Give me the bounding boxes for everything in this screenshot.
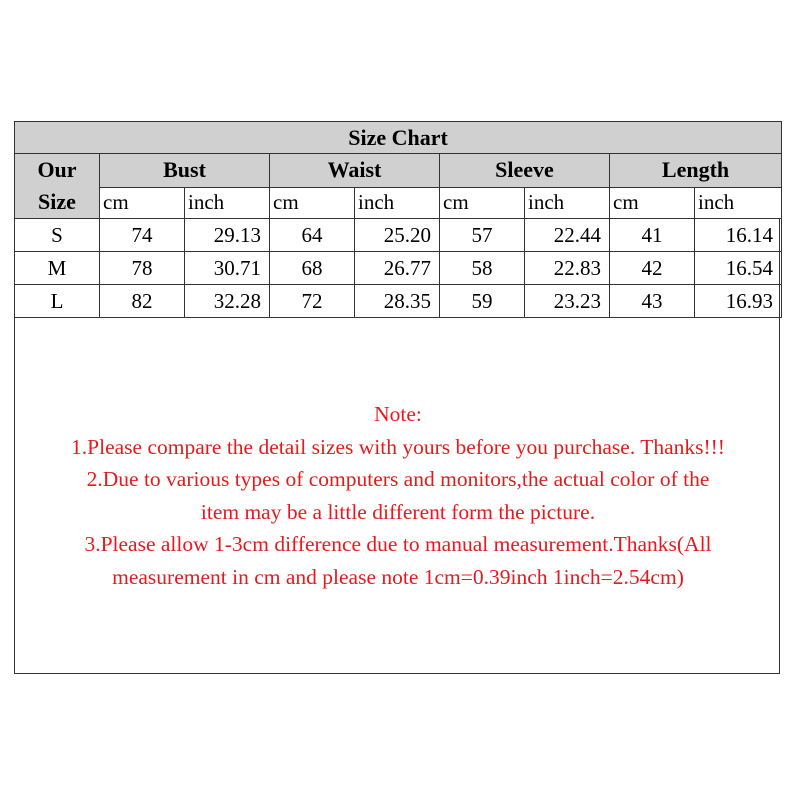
unit-cm: cm [440,187,525,218]
unit-cm: cm [270,187,355,218]
sleeve-inch: 22.83 [525,252,610,285]
bust-cm: 74 [100,219,185,252]
bust-cm: 82 [100,285,185,318]
bust-inch: 30.71 [185,252,270,285]
waist-header: Waist [270,154,440,188]
bust-cm: 78 [100,252,185,285]
note-line: 2.Due to various types of computers and monitors,the actual color of the [86,467,710,491]
waist-cm: 72 [270,285,355,318]
length-inch: 16.54 [695,252,782,285]
length-header: Length [610,154,782,188]
row-size: S [15,219,100,252]
note-line: 1.Please compare the detail sizes with yours before you purchase. Thanks!!! [71,434,725,459]
row-size: L [15,285,100,318]
bust-inch: 32.28 [185,285,270,318]
sleeve-cm: 58 [440,252,525,285]
size-label: Size [38,189,76,214]
table-title: Size Chart [15,122,782,154]
our-label: Our [37,157,77,182]
sleeve-inch: 22.44 [525,219,610,252]
length-cm: 43 [610,285,695,318]
sleeve-inch: 23.23 [525,285,610,318]
note-line: item may be a little different form the picture. [200,499,596,524]
length-cm: 41 [610,219,695,252]
note-heading: Note: [374,402,422,426]
unit-inch: inch [525,187,610,218]
size-chart-table [14,121,782,318]
length-cm: 42 [610,252,695,285]
sleeve-header: Sleeve [440,154,610,188]
note-line: measurement in cm and please note 1cm=0.39inch 1inch=2.54cm) [112,564,684,589]
table-row [15,252,782,285]
unit-inch: inch [695,187,782,218]
note-line: 3.Please allow 1-3cm difference due to manual measurement.Thanks(All [84,532,712,556]
waist-inch: 26.77 [355,252,440,285]
unit-inch: inch [185,187,270,218]
note-block [16,398,780,593]
sleeve-cm: 57 [440,219,525,252]
table-row [15,285,782,318]
row-size: M [15,252,100,285]
waist-inch: 25.20 [355,219,440,252]
table-row [15,219,782,252]
waist-inch: 28.35 [355,285,440,318]
length-inch: 16.14 [695,219,782,252]
unit-cm: cm [100,187,185,218]
unit-inch: inch [355,187,440,218]
waist-cm: 68 [270,252,355,285]
unit-cm: cm [610,187,695,218]
bust-header: Bust [100,154,270,188]
sleeve-cm: 59 [440,285,525,318]
waist-cm: 64 [270,219,355,252]
bust-inch: 29.13 [185,219,270,252]
our-size-header [15,154,100,219]
length-inch: 16.93 [695,285,782,318]
